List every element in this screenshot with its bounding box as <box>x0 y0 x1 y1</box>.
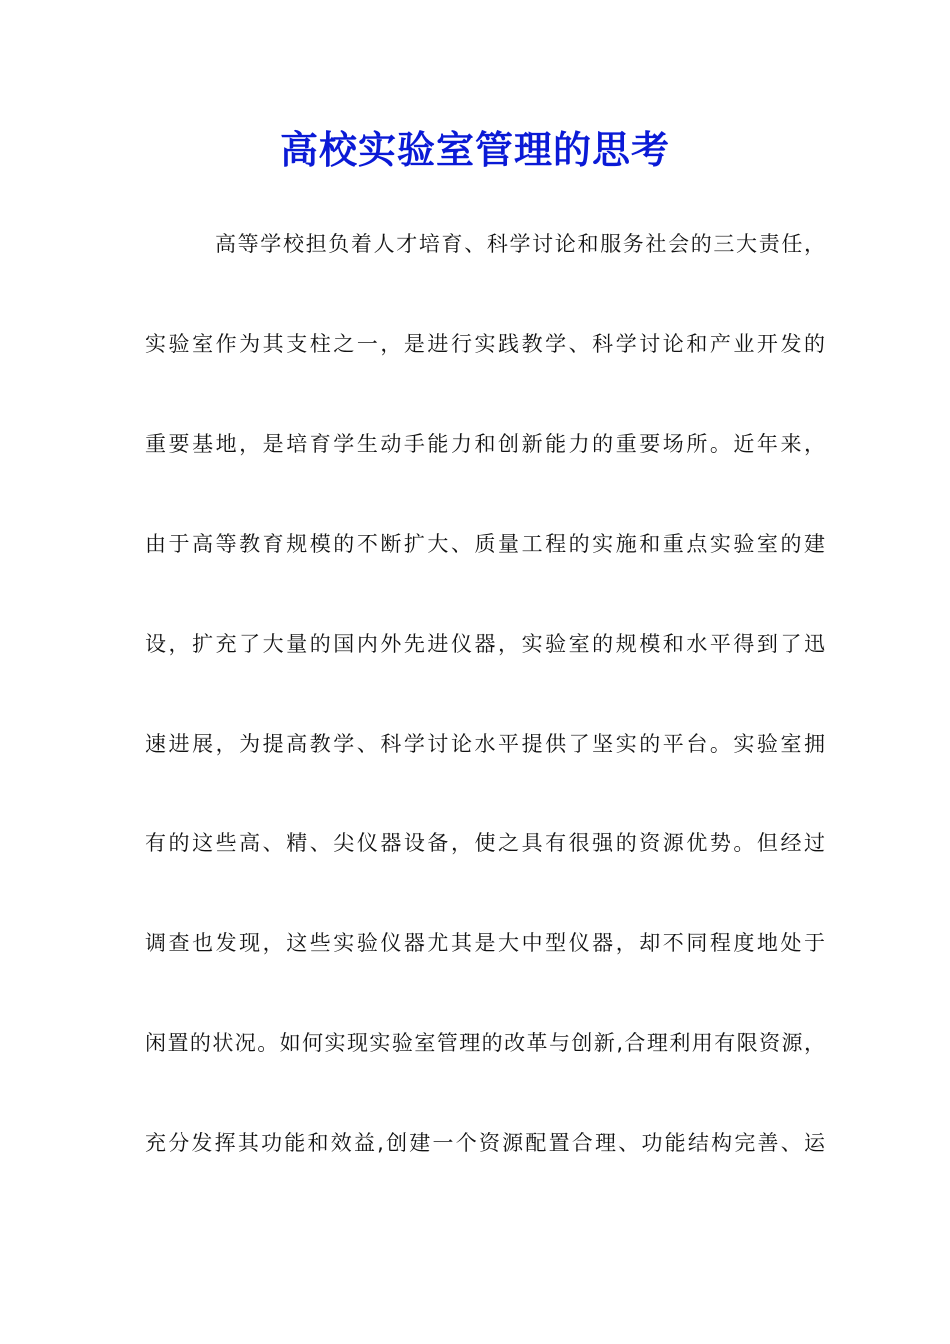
paragraph-line-9: 闲置的状况。如何实现实验室管理的改革与创新,合理利用有限资源， <box>145 1031 825 1055</box>
paragraph-line-7: 有的这些高、精、尖仪器设备，使之具有很强的资源优势。但经过 <box>145 831 825 855</box>
paragraph-line-2: 实验室作为其支柱之一，是进行实践教学、科学讨论和产业开发的 <box>145 332 825 356</box>
paragraph-line-4: 由于高等教育规模的不断扩大、质量工程的实施和重点实验室的建 <box>145 532 825 556</box>
paragraph-line-3: 重要基地，是培育学生动手能力和创新能力的重要场所。近年来， <box>145 432 825 456</box>
paragraph-line-10: 充分发挥其功能和效益,创建一个资源配置合理、功能结构完善、运 <box>145 1131 825 1155</box>
page-title: 高校实验室管理的思考 <box>279 127 670 172</box>
paragraph-line-6: 速进展，为提高教学、科学讨论水平提供了坚实的平台。实验室拥 <box>145 732 825 756</box>
paragraph-line-1: 高等学校担负着人才培育、科学讨论和服务社会的三大责任， <box>215 232 825 256</box>
paragraph-line-8: 调查也发现，这些实验仪器尤其是大中型仪器，却不同程度地处于 <box>145 931 825 955</box>
paragraph-line-5: 设，扩充了大量的国内外先进仪器，实验室的规模和水平得到了迅 <box>145 632 825 656</box>
